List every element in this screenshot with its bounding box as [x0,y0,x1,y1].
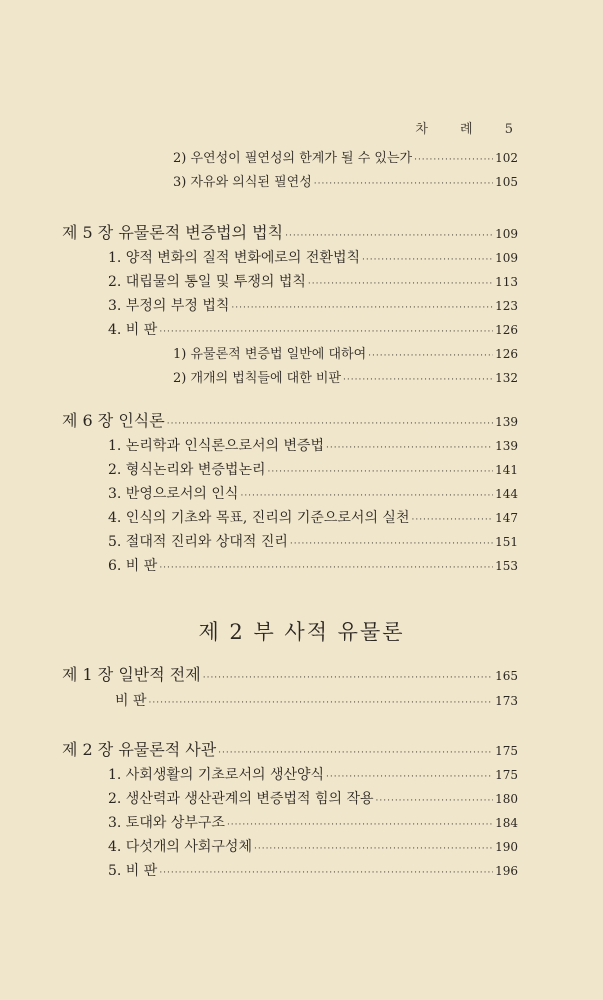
leader-dots [159,320,493,344]
leader-dots [368,344,493,368]
toc-entry-label: 1. 양적 변화의 질적 변화에로의 전환법칙 [108,250,360,266]
toc-entry-page: 165 [495,669,518,683]
leader-dots [285,224,493,248]
toc-entry-page: 196 [495,864,518,878]
leader-dots [308,272,493,296]
toc-entry-label: 3. 반영으로서의 인식 [108,486,239,502]
toc-entry [108,811,518,835]
toc-entry-page: 132 [495,371,518,385]
toc-entry-label: 1. 논리학과 인식론으로서의 변증법 [108,438,325,454]
leader-dots [290,532,493,556]
toc-entry [108,554,518,578]
toc-entry-label: 5. 절대적 진리와 상대적 진리 [108,534,288,550]
toc-entry-label: 제 6 장 인식론 [62,411,165,430]
toc-entry-page: 175 [495,768,518,782]
toc-entry-page: 173 [495,694,518,708]
leader-dots [240,484,493,508]
toc-entry [173,170,518,194]
toc-entry-label: 1) 유물론적 변증법 일반에 대하여 [173,347,367,362]
toc-entry-label: 2) 우연성이 필연성의 한계가 될 수 있는가 [173,151,413,166]
toc-entry-page: 151 [495,535,518,549]
leader-dots [159,556,493,580]
toc-entry-label: 2) 개개의 법칙들에 대한 비판 [173,371,342,386]
toc-entry-page: 105 [495,175,518,189]
leader-dots [411,508,493,532]
leader-dots [326,765,493,789]
toc-entry [115,689,518,713]
toc-entry-page: 102 [495,151,518,165]
toc-entry-label: 3) 자유와 의식된 필연성 [173,175,312,190]
toc-entry-page: 109 [495,227,518,241]
leader-dots [414,148,493,172]
toc-entry-label: 6. 비 판 [108,558,158,574]
toc-entry [108,458,518,482]
toc-entry [108,294,518,318]
toc-entry-page: 144 [495,487,518,501]
toc-entry-page: 153 [495,559,518,573]
toc-entry-label: 1. 사회생활의 기초로서의 생산양식 [108,767,325,783]
toc-entry-label: 제 2 장 유물론적 사관 [62,740,217,759]
chapter-entry [62,221,518,245]
leader-dots [362,248,493,272]
leader-dots [167,412,493,436]
toc-entry-page: 123 [495,299,518,313]
toc-entry-label: 2. 대립물의 통일 및 투쟁의 법칙 [108,274,306,290]
toc-entry-label: 2. 생산력과 생산관계의 변증법적 힘의 작용 [108,791,374,807]
toc-entry [108,787,518,811]
toc-entry-page: 139 [495,415,518,429]
leader-dots [376,789,494,813]
toc-entry-page: 109 [495,251,518,265]
leader-dots [314,172,493,196]
toc-entry-label: 4. 다섯개의 사회구성체 [108,839,252,855]
toc-entry [108,434,518,458]
toc-entry-label: 5. 비 판 [108,863,158,879]
toc-entry [108,530,518,554]
toc-entry-page: 126 [495,347,518,361]
toc-entry-label: 비 판 [115,693,147,709]
toc-entry [108,859,518,883]
toc-entry-label: 2. 형식논리와 변증법논리 [108,462,266,478]
toc-entry-page: 175 [495,744,518,758]
leader-dots [254,837,493,861]
toc-entry [108,270,518,294]
toc-entry [173,146,518,170]
leader-dots [268,460,494,484]
toc-entry-label: 3. 부정의 부정 법칙 [108,298,230,314]
toc-entry-label: 4. 비 판 [108,322,158,338]
leader-dots [149,691,494,715]
toc-entry [108,246,518,270]
toc-entry [173,342,518,366]
leader-dots [218,741,493,765]
leader-dots [326,436,493,460]
toc-entry-page: 139 [495,439,518,453]
toc-entry-page: 190 [495,840,518,854]
toc-entry [108,763,518,787]
leader-dots [231,296,493,320]
toc-entry-page: 147 [495,511,518,525]
leader-dots [203,666,493,690]
toc-entry-page: 141 [495,463,518,477]
toc-entry [108,835,518,859]
toc-entry-label: 3. 토대와 상부구조 [108,815,225,831]
toc-entry-page: 184 [495,816,518,830]
toc-entry [108,506,518,530]
toc-entry [173,366,518,390]
chapter-entry [62,663,518,687]
toc-entry-page: 126 [495,323,518,337]
toc-entry-page: 180 [495,792,518,806]
toc-entry-label: 제 1 장 일반적 전제 [62,665,201,684]
toc-entry-label: 제 5 장 유물론적 변증법의 법칙 [62,223,284,242]
chapter-entry [62,738,518,762]
leader-dots [227,813,493,837]
toc-entry [108,482,518,506]
leader-dots [343,368,493,392]
part-title: 제 2 부 사적 유물론 [198,620,405,644]
leader-dots [159,861,493,885]
toc-entry [108,318,518,342]
chapter-entry [62,409,518,433]
toc-entry-page: 113 [495,275,518,289]
running-header: 차 례 5 [415,122,527,137]
toc-entry-label: 4. 인식의 기초와 목표, 진리의 기준으로서의 실천 [108,510,410,526]
